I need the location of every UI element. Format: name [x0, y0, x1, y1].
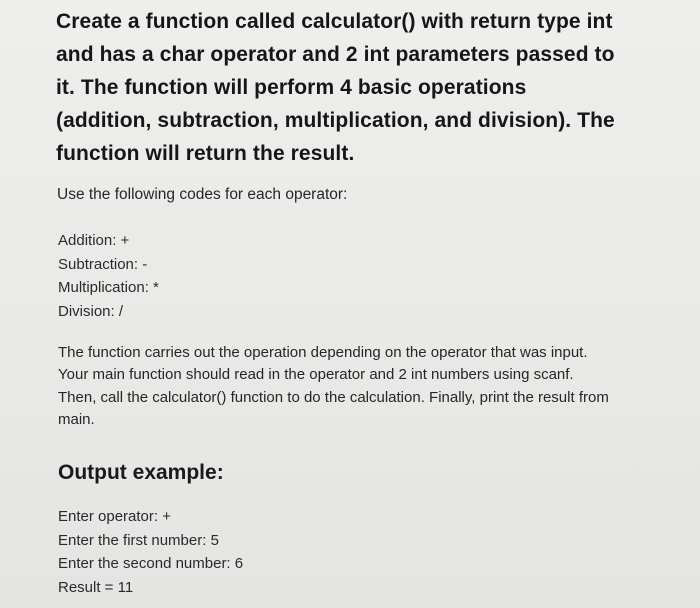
operator-codes-intro: Use the following codes for each operator: — [57, 186, 348, 203]
output-example-list — [58, 505, 243, 599]
operator-code-multiplication: Multiplication: * — [58, 279, 159, 296]
instructions-paragraph — [58, 342, 658, 431]
problem-statement-line: and has a char operator and 2 int parameters passed to — [56, 43, 615, 66]
instructions-line: main. — [58, 410, 95, 428]
operator-code-subtraction: Subtraction: - — [58, 255, 148, 273]
problem-statement-line: (addition, subtraction, multiplication, and division). The — [56, 109, 615, 132]
problem-statement-line: it. The function will perform 4 basic operations — [56, 76, 527, 99]
instructions-line: Your main function should read in the operator and 2 int numbers using scanf. — [58, 366, 574, 384]
instructions-line: The function carries out the operation depending on the operator that was input. — [58, 344, 588, 361]
operator-code-addition: Addition: + — [58, 232, 130, 249]
output-example-line: Result = 11 — [58, 578, 134, 596]
instructions-line: Then, call the calculator() function to do the calculation. Finally, print the result from — [58, 388, 609, 406]
output-example-line: Enter the first number: 5 — [58, 531, 219, 549]
output-example-line: Enter the second number: 6 — [58, 555, 244, 572]
problem-statement-line: function will return the result. — [56, 142, 355, 165]
operator-code-division: Division: / — [58, 302, 124, 320]
output-example-title: Output example: — [58, 461, 224, 484]
problem-statement-line: Create a function called calculator() with return type int — [56, 10, 613, 33]
output-example-line: Enter operator: + — [58, 508, 171, 525]
operator-codes-list — [58, 229, 159, 323]
problem-statement — [56, 5, 676, 170]
